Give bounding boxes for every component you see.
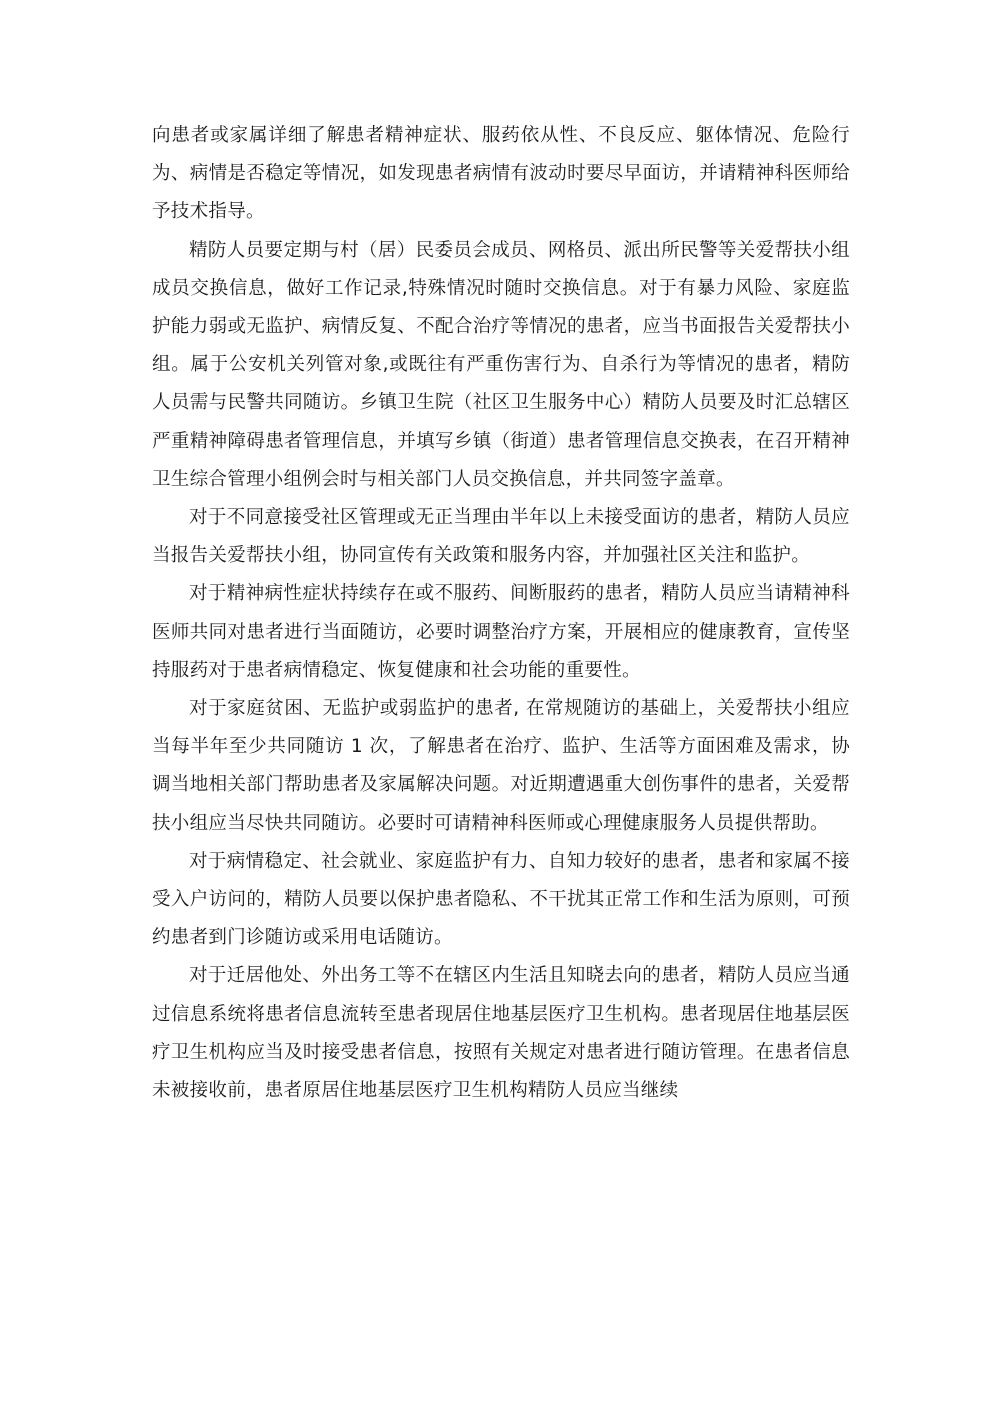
paragraph-3: 对于不同意接受社区管理或无正当理由半年以上未接受面访的患者，精防人员应当报告关爱帮扶小组，协同宣传有关政策和服务内容，并加强社区关注和监护。 bbox=[152, 507, 850, 567]
document-body bbox=[152, 117, 850, 1110]
paragraph-5: 对于家庭贫困、无监护或弱监护的患者, 在常规随访的基础上，关爱帮扶小组应当每半年至少共同随访 1 次，了解患者在治疗、监护、生活等方面困难及需求，协调当地相关部门帮助患者及家属解决问题。对近期遭遇重大创伤事件的患者，关爱帮扶小组应当尽快共同随访。必要时可请精神科医师或心理健康服务人员提供帮助。 bbox=[152, 698, 850, 834]
paragraph-2: 精防人员要定期与村（居）民委员会成员、网格员、派出所民警等关爱帮扶小组成员交换信息，做好工作记录,特殊情况时随时交换信息。对于有暴力风险、家庭监护能力弱或无监护、病情反复、不配合治疗等情况的患者，应当书面报告关爱帮扶小组。属于公安机关列管对象,或既往有严重伤害行为、自杀行为等情况的患者，精防人员需与民警共同随访。乡镇卫生院（社区卫生服务中心）精防人员要及时汇总辖区严重精神障碍患者管理信息，并填写乡镇（街道）患者管理信息交换表，在召开精神卫生综合管理小组例会时与相关部门人员交换信息，并共同签字盖章。 bbox=[152, 239, 850, 490]
paragraph-6: 对于病情稳定、社会就业、家庭监护有力、自知力较好的患者，患者和家属不接受入户访问的，精防人员要以保护患者隐私、不干扰其正常工作和生活为原则，可预约患者到门诊随访或采用电话随访。 bbox=[152, 850, 850, 949]
paragraph-7: 对于迁居他处、外出务工等不在辖区内生活且知晓去向的患者，精防人员应当通过信息系统将患者信息流转至患者现居住地基层医疗卫生机构。患者现居住地基层医疗卫生机构应当及时接受患者信息，按照有关规定对患者进行随访管理。在患者信息未被接收前，患者原居住地基层医疗卫生机构精防人员应当继续 bbox=[152, 965, 850, 1102]
paragraph-1: 向患者或家属详细了解患者精神症状、服药依从性、不良反应、躯体情况、危险行为、病情是否稳定等情况，如发现患者病情有波动时要尽早面访，并请精神科医师给予技术指导。 bbox=[152, 125, 850, 223]
paragraph-4: 对于精神病性症状持续存在或不服药、间断服药的患者，精防人员应当请精神科医师共同对患者进行当面随访，必要时调整治疗方案，开展相应的健康教育，宣传坚持服药对于患者病情稳定、恢复健康和社会功能的重要性。 bbox=[152, 583, 850, 681]
